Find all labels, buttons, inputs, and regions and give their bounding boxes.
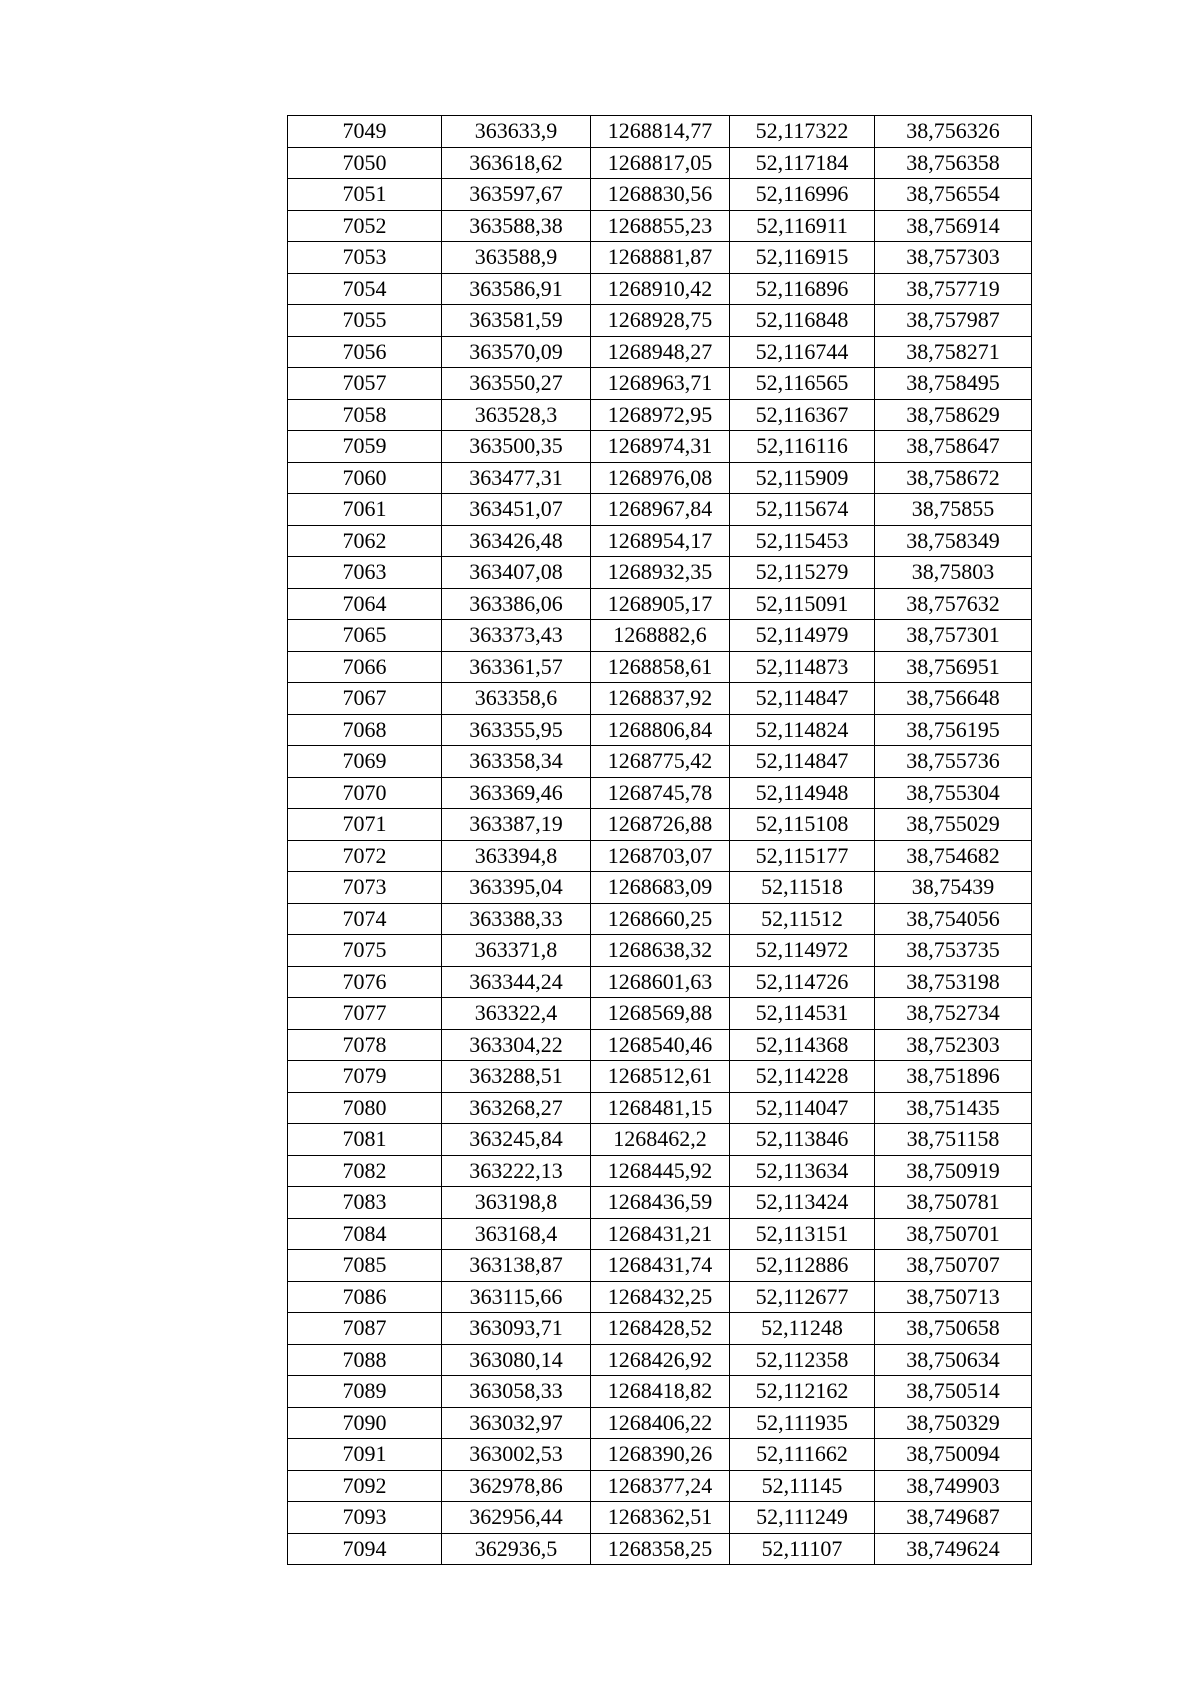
latitude-cell: 52,111662: [730, 1439, 875, 1471]
x-coordinate-cell: 363371,8: [442, 935, 591, 967]
longitude-cell: 38,750701: [875, 1218, 1032, 1250]
x-coordinate-cell: 363426,48: [442, 525, 591, 557]
point-number-cell: 7063: [288, 557, 442, 589]
latitude-cell: 52,114948: [730, 777, 875, 809]
y-coordinate-cell: 1268362,51: [591, 1502, 730, 1534]
latitude-cell: 52,115909: [730, 462, 875, 494]
point-number-cell: 7062: [288, 525, 442, 557]
x-coordinate-cell: 363597,67: [442, 179, 591, 211]
point-number-cell: 7083: [288, 1187, 442, 1219]
latitude-cell: 52,115177: [730, 840, 875, 872]
point-number-cell: 7057: [288, 368, 442, 400]
longitude-cell: 38,758495: [875, 368, 1032, 400]
table-row: [288, 1376, 1032, 1408]
longitude-cell: 38,754056: [875, 903, 1032, 935]
table-row: [288, 462, 1032, 494]
longitude-cell: 38,751158: [875, 1124, 1032, 1156]
x-coordinate-cell: 363500,35: [442, 431, 591, 463]
table-row: [288, 210, 1032, 242]
y-coordinate-cell: 1268462,2: [591, 1124, 730, 1156]
y-coordinate-cell: 1268745,78: [591, 777, 730, 809]
longitude-cell: 38,755736: [875, 746, 1032, 778]
table-row: [288, 620, 1032, 652]
longitude-cell: 38,756951: [875, 651, 1032, 683]
table-row: [288, 651, 1032, 683]
x-coordinate-cell: 363633,9: [442, 116, 591, 148]
table-row: [288, 242, 1032, 274]
latitude-cell: 52,112886: [730, 1250, 875, 1282]
point-number-cell: 7076: [288, 966, 442, 998]
latitude-cell: 52,11145: [730, 1470, 875, 1502]
x-coordinate-cell: 363268,27: [442, 1092, 591, 1124]
y-coordinate-cell: 1268683,09: [591, 872, 730, 904]
longitude-cell: 38,758647: [875, 431, 1032, 463]
latitude-cell: 52,116744: [730, 336, 875, 368]
y-coordinate-cell: 1268806,84: [591, 714, 730, 746]
y-coordinate-cell: 1268954,17: [591, 525, 730, 557]
y-coordinate-cell: 1268358,25: [591, 1533, 730, 1565]
point-number-cell: 7053: [288, 242, 442, 274]
point-number-cell: 7090: [288, 1407, 442, 1439]
table-row: [288, 336, 1032, 368]
longitude-cell: 38,750094: [875, 1439, 1032, 1471]
latitude-cell: 52,113424: [730, 1187, 875, 1219]
y-coordinate-cell: 1268910,42: [591, 273, 730, 305]
y-coordinate-cell: 1268431,74: [591, 1250, 730, 1282]
latitude-cell: 52,113151: [730, 1218, 875, 1250]
table-row: [288, 872, 1032, 904]
point-number-cell: 7086: [288, 1281, 442, 1313]
y-coordinate-cell: 1268431,21: [591, 1218, 730, 1250]
y-coordinate-cell: 1268638,32: [591, 935, 730, 967]
latitude-cell: 52,11248: [730, 1313, 875, 1345]
table-row: [288, 557, 1032, 589]
point-number-cell: 7066: [288, 651, 442, 683]
longitude-cell: 38,757632: [875, 588, 1032, 620]
latitude-cell: 52,114531: [730, 998, 875, 1030]
point-number-cell: 7075: [288, 935, 442, 967]
table-row: [288, 1061, 1032, 1093]
point-number-cell: 7091: [288, 1439, 442, 1471]
table-row: [288, 683, 1032, 715]
longitude-cell: 38,754682: [875, 840, 1032, 872]
point-number-cell: 7072: [288, 840, 442, 872]
point-number-cell: 7055: [288, 305, 442, 337]
point-number-cell: 7054: [288, 273, 442, 305]
table-row: [288, 1281, 1032, 1313]
latitude-cell: 52,114847: [730, 683, 875, 715]
latitude-cell: 52,116116: [730, 431, 875, 463]
latitude-cell: 52,117184: [730, 147, 875, 179]
point-number-cell: 7080: [288, 1092, 442, 1124]
x-coordinate-cell: 363451,07: [442, 494, 591, 526]
table-row: [288, 305, 1032, 337]
x-coordinate-cell: 363618,62: [442, 147, 591, 179]
longitude-cell: 38,757303: [875, 242, 1032, 274]
table-row: [288, 1029, 1032, 1061]
x-coordinate-cell: 363080,14: [442, 1344, 591, 1376]
longitude-cell: 38,75803: [875, 557, 1032, 589]
longitude-cell: 38,757987: [875, 305, 1032, 337]
y-coordinate-cell: 1268540,46: [591, 1029, 730, 1061]
point-number-cell: 7079: [288, 1061, 442, 1093]
point-number-cell: 7092: [288, 1470, 442, 1502]
table-row: [288, 399, 1032, 431]
x-coordinate-cell: 363115,66: [442, 1281, 591, 1313]
longitude-cell: 38,749903: [875, 1470, 1032, 1502]
y-coordinate-cell: 1268418,82: [591, 1376, 730, 1408]
x-coordinate-cell: 363304,22: [442, 1029, 591, 1061]
y-coordinate-cell: 1268406,22: [591, 1407, 730, 1439]
x-coordinate-cell: 363581,59: [442, 305, 591, 337]
x-coordinate-cell: 363032,97: [442, 1407, 591, 1439]
longitude-cell: 38,757301: [875, 620, 1032, 652]
x-coordinate-cell: 363355,95: [442, 714, 591, 746]
longitude-cell: 38,751435: [875, 1092, 1032, 1124]
point-number-cell: 7070: [288, 777, 442, 809]
x-coordinate-cell: 363477,31: [442, 462, 591, 494]
table-row: [288, 431, 1032, 463]
latitude-cell: 52,115453: [730, 525, 875, 557]
longitude-cell: 38,756914: [875, 210, 1032, 242]
table-row: [288, 1439, 1032, 1471]
y-coordinate-cell: 1268601,63: [591, 966, 730, 998]
point-number-cell: 7077: [288, 998, 442, 1030]
longitude-cell: 38,756326: [875, 116, 1032, 148]
point-number-cell: 7058: [288, 399, 442, 431]
table-row: [288, 809, 1032, 841]
latitude-cell: 52,114972: [730, 935, 875, 967]
x-coordinate-cell: 363245,84: [442, 1124, 591, 1156]
table-row: [288, 147, 1032, 179]
longitude-cell: 38,750514: [875, 1376, 1032, 1408]
y-coordinate-cell: 1268703,07: [591, 840, 730, 872]
table-row: [288, 935, 1032, 967]
table-row: [288, 966, 1032, 998]
point-number-cell: 7064: [288, 588, 442, 620]
latitude-cell: 52,116367: [730, 399, 875, 431]
x-coordinate-cell: 363198,8: [442, 1187, 591, 1219]
latitude-cell: 52,114824: [730, 714, 875, 746]
x-coordinate-cell: 363058,33: [442, 1376, 591, 1408]
table-row: [288, 1187, 1032, 1219]
table-row: [288, 1092, 1032, 1124]
x-coordinate-cell: 363570,09: [442, 336, 591, 368]
table-row: [288, 746, 1032, 778]
x-coordinate-cell: 363344,24: [442, 966, 591, 998]
table-row: [288, 1533, 1032, 1565]
point-number-cell: 7085: [288, 1250, 442, 1282]
y-coordinate-cell: 1268882,6: [591, 620, 730, 652]
longitude-cell: 38,756554: [875, 179, 1032, 211]
y-coordinate-cell: 1268390,26: [591, 1439, 730, 1471]
x-coordinate-cell: 363586,91: [442, 273, 591, 305]
y-coordinate-cell: 1268948,27: [591, 336, 730, 368]
point-number-cell: 7065: [288, 620, 442, 652]
table-row: [288, 1470, 1032, 1502]
table-row: [288, 1250, 1032, 1282]
latitude-cell: 52,114726: [730, 966, 875, 998]
longitude-cell: 38,755029: [875, 809, 1032, 841]
point-number-cell: 7059: [288, 431, 442, 463]
x-coordinate-cell: 363288,51: [442, 1061, 591, 1093]
x-coordinate-cell: 363138,87: [442, 1250, 591, 1282]
x-coordinate-cell: 362978,86: [442, 1470, 591, 1502]
table-row: [288, 1155, 1032, 1187]
longitude-cell: 38,756358: [875, 147, 1032, 179]
x-coordinate-cell: 363528,3: [442, 399, 591, 431]
point-number-cell: 7061: [288, 494, 442, 526]
y-coordinate-cell: 1268445,92: [591, 1155, 730, 1187]
y-coordinate-cell: 1268963,71: [591, 368, 730, 400]
point-number-cell: 7084: [288, 1218, 442, 1250]
y-coordinate-cell: 1268377,24: [591, 1470, 730, 1502]
y-coordinate-cell: 1268976,08: [591, 462, 730, 494]
longitude-cell: 38,750707: [875, 1250, 1032, 1282]
table-row: [288, 116, 1032, 148]
table-row: [288, 368, 1032, 400]
point-number-cell: 7087: [288, 1313, 442, 1345]
point-number-cell: 7050: [288, 147, 442, 179]
x-coordinate-cell: 362936,5: [442, 1533, 591, 1565]
point-number-cell: 7056: [288, 336, 442, 368]
point-number-cell: 7068: [288, 714, 442, 746]
table-row: [288, 777, 1032, 809]
latitude-cell: 52,116915: [730, 242, 875, 274]
longitude-cell: 38,749687: [875, 1502, 1032, 1534]
latitude-cell: 52,112358: [730, 1344, 875, 1376]
point-number-cell: 7049: [288, 116, 442, 148]
point-number-cell: 7060: [288, 462, 442, 494]
latitude-cell: 52,116911: [730, 210, 875, 242]
y-coordinate-cell: 1268726,88: [591, 809, 730, 841]
point-number-cell: 7082: [288, 1155, 442, 1187]
point-number-cell: 7071: [288, 809, 442, 841]
table-row: [288, 273, 1032, 305]
latitude-cell: 52,116565: [730, 368, 875, 400]
table-row: [288, 903, 1032, 935]
latitude-cell: 52,114368: [730, 1029, 875, 1061]
point-number-cell: 7094: [288, 1533, 442, 1565]
longitude-cell: 38,757719: [875, 273, 1032, 305]
x-coordinate-cell: 363222,13: [442, 1155, 591, 1187]
latitude-cell: 52,11107: [730, 1533, 875, 1565]
latitude-cell: 52,116896: [730, 273, 875, 305]
latitude-cell: 52,116848: [730, 305, 875, 337]
x-coordinate-cell: 363588,9: [442, 242, 591, 274]
x-coordinate-cell: 363395,04: [442, 872, 591, 904]
y-coordinate-cell: 1268881,87: [591, 242, 730, 274]
longitude-cell: 38,752303: [875, 1029, 1032, 1061]
latitude-cell: 52,111249: [730, 1502, 875, 1534]
point-number-cell: 7093: [288, 1502, 442, 1534]
table-row: [288, 494, 1032, 526]
y-coordinate-cell: 1268830,56: [591, 179, 730, 211]
latitude-cell: 52,115279: [730, 557, 875, 589]
x-coordinate-cell: 363387,19: [442, 809, 591, 841]
longitude-cell: 38,750919: [875, 1155, 1032, 1187]
longitude-cell: 38,75855: [875, 494, 1032, 526]
latitude-cell: 52,113634: [730, 1155, 875, 1187]
x-coordinate-cell: 362956,44: [442, 1502, 591, 1534]
latitude-cell: 52,115108: [730, 809, 875, 841]
longitude-cell: 38,758349: [875, 525, 1032, 557]
latitude-cell: 52,116996: [730, 179, 875, 211]
table-row: [288, 840, 1032, 872]
latitude-cell: 52,114228: [730, 1061, 875, 1093]
longitude-cell: 38,752734: [875, 998, 1032, 1030]
latitude-cell: 52,117322: [730, 116, 875, 148]
y-coordinate-cell: 1268967,84: [591, 494, 730, 526]
x-coordinate-cell: 363407,08: [442, 557, 591, 589]
longitude-cell: 38,751896: [875, 1061, 1032, 1093]
point-number-cell: 7051: [288, 179, 442, 211]
y-coordinate-cell: 1268660,25: [591, 903, 730, 935]
latitude-cell: 52,113846: [730, 1124, 875, 1156]
y-coordinate-cell: 1268905,17: [591, 588, 730, 620]
table-row: [288, 179, 1032, 211]
y-coordinate-cell: 1268569,88: [591, 998, 730, 1030]
coordinates-table: [287, 115, 1032, 1565]
x-coordinate-cell: 363388,33: [442, 903, 591, 935]
x-coordinate-cell: 363369,46: [442, 777, 591, 809]
table-row: [288, 1407, 1032, 1439]
longitude-cell: 38,750713: [875, 1281, 1032, 1313]
y-coordinate-cell: 1268814,77: [591, 116, 730, 148]
table-row: [288, 1344, 1032, 1376]
y-coordinate-cell: 1268426,92: [591, 1344, 730, 1376]
point-number-cell: 7088: [288, 1344, 442, 1376]
y-coordinate-cell: 1268428,52: [591, 1313, 730, 1345]
longitude-cell: 38,758629: [875, 399, 1032, 431]
y-coordinate-cell: 1268436,59: [591, 1187, 730, 1219]
longitude-cell: 38,750329: [875, 1407, 1032, 1439]
latitude-cell: 52,115091: [730, 588, 875, 620]
longitude-cell: 38,756195: [875, 714, 1032, 746]
latitude-cell: 52,114873: [730, 651, 875, 683]
latitude-cell: 52,114847: [730, 746, 875, 778]
longitude-cell: 38,75439: [875, 872, 1032, 904]
table-row: [288, 1502, 1032, 1534]
y-coordinate-cell: 1268512,61: [591, 1061, 730, 1093]
x-coordinate-cell: 363358,6: [442, 683, 591, 715]
longitude-cell: 38,750781: [875, 1187, 1032, 1219]
y-coordinate-cell: 1268837,92: [591, 683, 730, 715]
longitude-cell: 38,755304: [875, 777, 1032, 809]
longitude-cell: 38,749624: [875, 1533, 1032, 1565]
table-row: [288, 1313, 1032, 1345]
table-row: [288, 525, 1032, 557]
longitude-cell: 38,758672: [875, 462, 1032, 494]
x-coordinate-cell: 363168,4: [442, 1218, 591, 1250]
point-number-cell: 7069: [288, 746, 442, 778]
y-coordinate-cell: 1268972,95: [591, 399, 730, 431]
longitude-cell: 38,753735: [875, 935, 1032, 967]
y-coordinate-cell: 1268858,61: [591, 651, 730, 683]
table-row: [288, 714, 1032, 746]
y-coordinate-cell: 1268928,75: [591, 305, 730, 337]
y-coordinate-cell: 1268817,05: [591, 147, 730, 179]
x-coordinate-cell: 363386,06: [442, 588, 591, 620]
table-row: [288, 588, 1032, 620]
x-coordinate-cell: 363373,43: [442, 620, 591, 652]
point-number-cell: 7073: [288, 872, 442, 904]
x-coordinate-cell: 363394,8: [442, 840, 591, 872]
point-number-cell: 7078: [288, 1029, 442, 1061]
x-coordinate-cell: 363358,34: [442, 746, 591, 778]
x-coordinate-cell: 363322,4: [442, 998, 591, 1030]
latitude-cell: 52,114979: [730, 620, 875, 652]
point-number-cell: 7081: [288, 1124, 442, 1156]
table-row: [288, 998, 1032, 1030]
x-coordinate-cell: 363002,53: [442, 1439, 591, 1471]
latitude-cell: 52,11512: [730, 903, 875, 935]
latitude-cell: 52,11518: [730, 872, 875, 904]
longitude-cell: 38,756648: [875, 683, 1032, 715]
y-coordinate-cell: 1268775,42: [591, 746, 730, 778]
latitude-cell: 52,112162: [730, 1376, 875, 1408]
y-coordinate-cell: 1268974,31: [591, 431, 730, 463]
longitude-cell: 38,750658: [875, 1313, 1032, 1345]
x-coordinate-cell: 363550,27: [442, 368, 591, 400]
x-coordinate-cell: 363361,57: [442, 651, 591, 683]
y-coordinate-cell: 1268432,25: [591, 1281, 730, 1313]
point-number-cell: 7074: [288, 903, 442, 935]
table-row: [288, 1124, 1032, 1156]
latitude-cell: 52,112677: [730, 1281, 875, 1313]
longitude-cell: 38,753198: [875, 966, 1032, 998]
point-number-cell: 7052: [288, 210, 442, 242]
latitude-cell: 52,115674: [730, 494, 875, 526]
coordinates-table-body: [288, 116, 1032, 1565]
longitude-cell: 38,750634: [875, 1344, 1032, 1376]
x-coordinate-cell: 363093,71: [442, 1313, 591, 1345]
longitude-cell: 38,758271: [875, 336, 1032, 368]
latitude-cell: 52,114047: [730, 1092, 875, 1124]
point-number-cell: 7089: [288, 1376, 442, 1408]
y-coordinate-cell: 1268932,35: [591, 557, 730, 589]
point-number-cell: 7067: [288, 683, 442, 715]
y-coordinate-cell: 1268481,15: [591, 1092, 730, 1124]
latitude-cell: 52,111935: [730, 1407, 875, 1439]
x-coordinate-cell: 363588,38: [442, 210, 591, 242]
y-coordinate-cell: 1268855,23: [591, 210, 730, 242]
table-row: [288, 1218, 1032, 1250]
